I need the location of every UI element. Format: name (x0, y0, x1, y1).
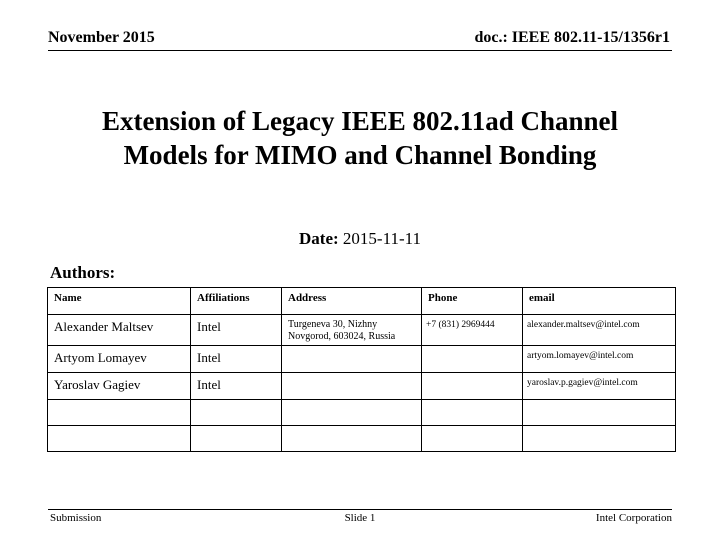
header-phone: Phone (422, 288, 523, 315)
cell-email (523, 400, 676, 426)
slide-title (40, 104, 680, 172)
header-email: email (523, 288, 676, 315)
table-row (48, 346, 676, 373)
slide-title-line-2: Models for MIMO and Channel Bonding (123, 140, 597, 170)
header-date: November 2015 (48, 29, 155, 46)
footer-slide-number: Slide 1 (344, 512, 376, 524)
date-value: 2015-11-11 (342, 229, 421, 248)
cell-phone (422, 426, 523, 452)
header-address: Address (282, 288, 422, 315)
cell-address (282, 373, 422, 400)
cell-address (282, 426, 422, 452)
header-doc-id: doc.: IEEE 802.11-15/1356r1 (474, 29, 670, 46)
table-row (48, 373, 676, 400)
cell-email: artyom.lomayev@intel.com (523, 346, 676, 373)
header-divider (48, 50, 672, 51)
authors-label: Authors: (50, 263, 116, 282)
table-row (48, 315, 676, 346)
cell-address: Turgeneva 30, Nizhny Novgorod, 603024, Russia (282, 315, 422, 346)
table-row (48, 426, 676, 452)
cell-name: Yaroslav Gagiev (48, 373, 191, 400)
cell-phone (422, 346, 523, 373)
cell-phone (422, 373, 523, 400)
cell-address (282, 400, 422, 426)
date-field (0, 229, 720, 249)
cell-name: Alexander Maltsev (48, 315, 191, 346)
cell-affiliation (191, 400, 282, 426)
cell-name: Artyom Lomayev (48, 346, 191, 373)
slide-title-line-1: Extension of Legacy IEEE 802.11ad Channel (101, 106, 619, 136)
header-name: Name (48, 288, 191, 315)
cell-affiliation: Intel (191, 373, 282, 400)
cell-email (523, 426, 676, 452)
cell-affiliation: Intel (191, 315, 282, 346)
footer-organization: Intel Corporation (595, 512, 672, 524)
cell-affiliation (191, 426, 282, 452)
cell-name (48, 426, 191, 452)
header-affiliations: Affiliations (191, 288, 282, 315)
cell-email: alexander.maltsev@intel.com (523, 315, 676, 346)
footer-submission: Submission (50, 512, 102, 524)
cell-phone: +7 (831) 2969444 (422, 315, 523, 346)
authors-table (47, 287, 676, 452)
cell-affiliation: Intel (191, 346, 282, 373)
date-label: Date: (299, 229, 339, 248)
table-header-row (48, 288, 676, 315)
cell-name (48, 400, 191, 426)
table-row (48, 400, 676, 426)
cell-address (282, 346, 422, 373)
cell-email: yaroslav.p.gagiev@intel.com (523, 373, 676, 400)
cell-phone (422, 400, 523, 426)
footer-divider (48, 509, 672, 510)
